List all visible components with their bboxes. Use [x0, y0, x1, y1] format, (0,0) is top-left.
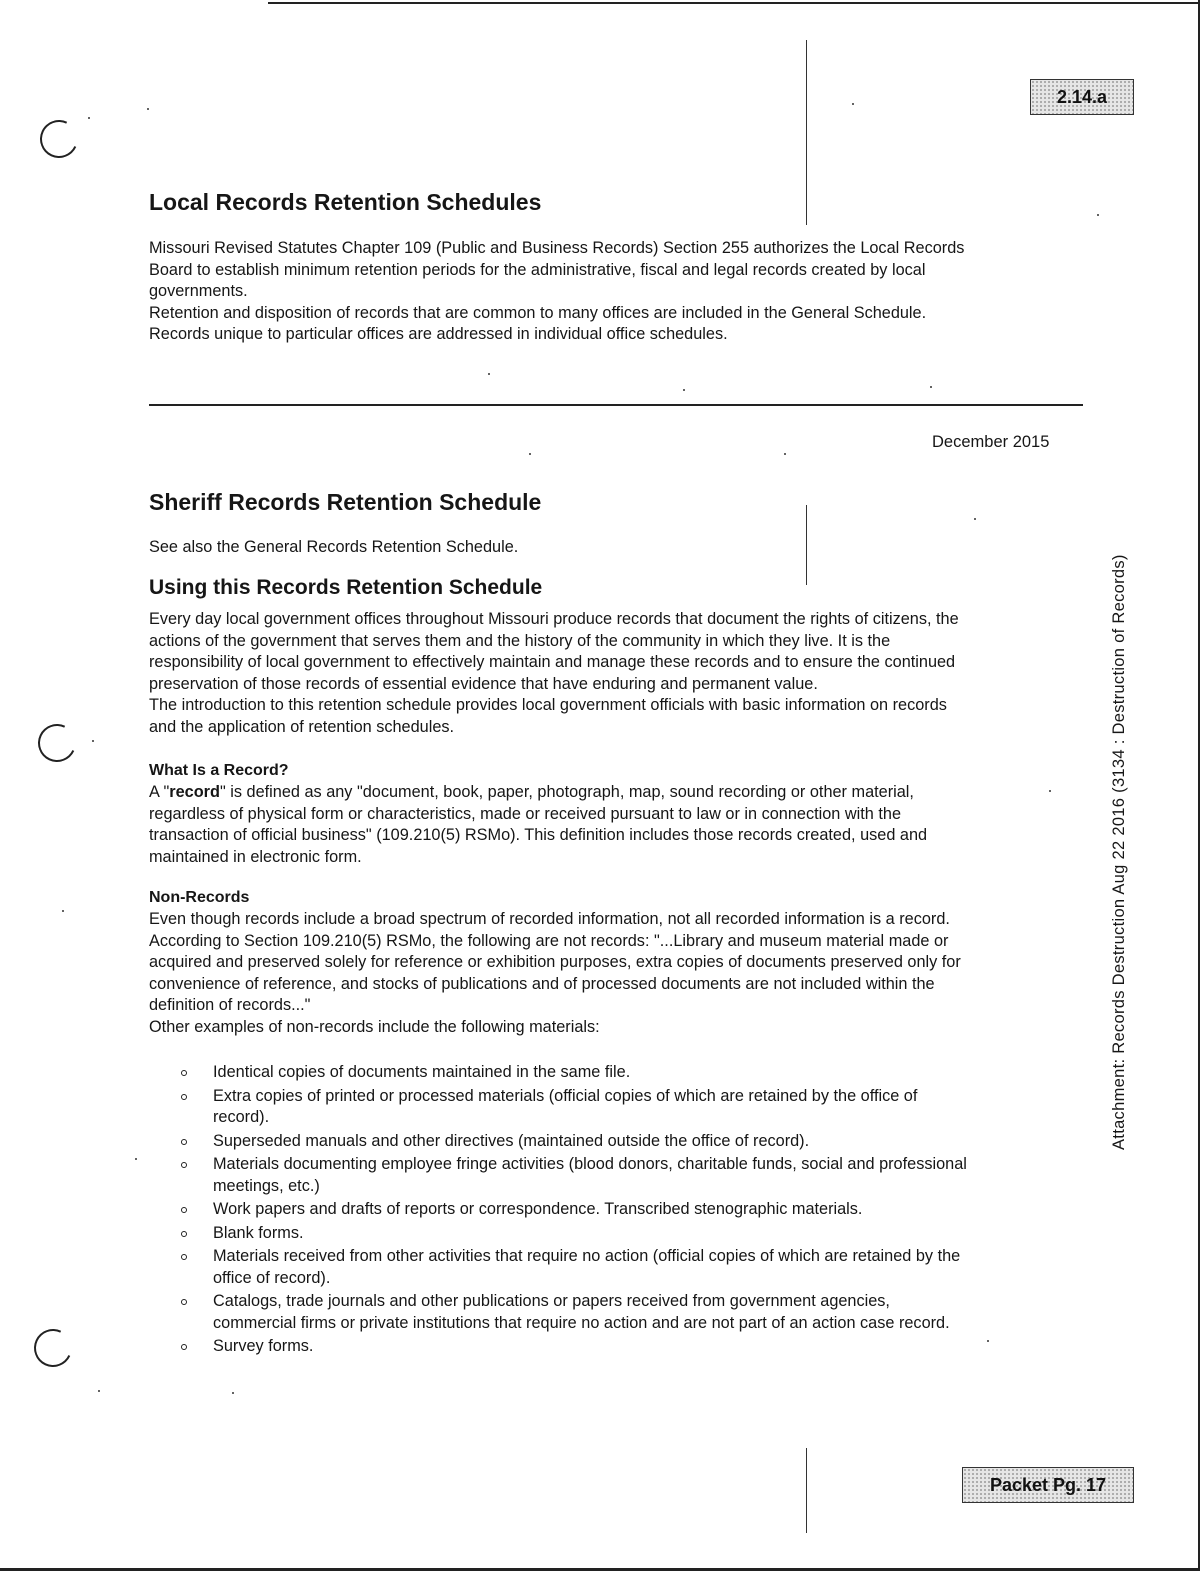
local-records-title: Local Records Retention Schedules [149, 189, 542, 215]
packet-page-stamp [962, 1467, 1134, 1503]
non-records-line: According to Section 109.210(5) RSMo, the following are not records: "...Library and museum material made or [149, 931, 949, 950]
scan-line [806, 1448, 807, 1533]
scan-speck [1097, 214, 1099, 216]
list-item-line: record). [213, 1108, 270, 1126]
list-item-line: Materials received from other activities that require no action (official copies of which are retained by the [213, 1247, 961, 1265]
using-line: The introduction to this retention schedule provides local government officials with basic information on records [149, 696, 947, 714]
scan-line [806, 40, 807, 225]
scan-speck [92, 740, 94, 742]
section-divider [149, 404, 1083, 406]
record-definition-line: transaction of official business" (109.210(5) RSMo). This definition includes those records created, used and [149, 826, 928, 844]
list-item [149, 1336, 1079, 1358]
non-records-line: Other examples of non-records include the following materials: [149, 1017, 600, 1036]
scan-speck [987, 1340, 989, 1342]
non-records-paragraph [149, 909, 1079, 1038]
see-also-note [149, 537, 1079, 559]
bullet-icon [181, 1231, 187, 1237]
list-item-line: Materials documenting employee fringe activities (blood donors, charitable funds, social and professional [213, 1155, 967, 1173]
intro-line: governments. [149, 282, 248, 300]
scan-speck [930, 386, 932, 388]
list-item-line: Extra copies of printed or processed materials (official copies of which are retained by the office of [213, 1086, 918, 1105]
record-definition-line: maintained in electronic form. [149, 847, 362, 866]
list-item-line: commercial firms or private institutions that require no action and are not part of an action case record. [213, 1313, 950, 1332]
scan-speck [88, 117, 90, 119]
intro-paragraph [149, 238, 1079, 346]
record-def-prefix: A " [149, 783, 170, 801]
scan-speck [488, 373, 490, 375]
list-item-line: Blank forms. [213, 1223, 304, 1242]
scan-speck [784, 453, 786, 455]
bullet-icon [181, 1207, 187, 1213]
non-records-line: acquired and preserved solely for reference or exhibition purposes, extra copies of documents preserved only for [149, 953, 961, 971]
non-records-list [149, 1062, 1079, 1360]
using-line: responsibility of local government to effectively maintain and manage these records and to ensure the continued [149, 653, 956, 671]
list-item-line: Superseded manuals and other directives (maintained outside the office of record). [213, 1131, 810, 1150]
list-item-line: meetings, etc.) [213, 1176, 320, 1195]
scan-speck [98, 1390, 100, 1392]
list-item [149, 1062, 1079, 1084]
binder-hole-top [35, 115, 84, 164]
what-is-record-heading: What Is a Record? [149, 762, 289, 779]
scan-speck [62, 910, 64, 912]
non-records-line: convenience of reference, and stocks of publications and of processed documents are not included within the [149, 974, 935, 993]
list-item [149, 1154, 1079, 1197]
intro-line: Missouri Revised Statutes Chapter 109 (Public and Business Records) Section 255 authorizes the Local Records [149, 239, 965, 257]
scan-speck [529, 453, 531, 455]
scan-speck [852, 103, 854, 105]
list-item-line: office of record). [213, 1268, 331, 1287]
record-def-rest: " is defined as any "document, book, paper, photograph, map, sound recording or other material, [219, 783, 914, 801]
list-item-line: Work papers and drafts of reports or correspondence. Transcribed stenographic materials. [213, 1200, 863, 1218]
packet-page-label: Packet Pg. 17 [989, 1475, 1107, 1495]
bullet-icon [181, 1139, 187, 1145]
binder-hole-middle [33, 719, 82, 768]
using-schedule-paragraph [149, 609, 1079, 738]
record-definition-line [149, 782, 1079, 804]
list-item [149, 1131, 1079, 1153]
list-item-line: Survey forms. [213, 1337, 314, 1355]
binder-hole-bottom [29, 1324, 78, 1373]
non-records-line: Even though records include a broad spectrum of recorded information, not all recorded information is a record. [149, 910, 950, 928]
intro-line: Records unique to particular offices are addressed in individual office schedules. [149, 325, 728, 343]
bullet-icon [181, 1344, 187, 1350]
list-item [149, 1199, 1079, 1221]
using-line: preservation of those records of essential evidence that have enduring and permanent value. [149, 674, 818, 693]
scan-speck [135, 1158, 137, 1160]
record-definition-line: regardless of physical form or characteristics, made or received pursuant to law or in connection with the [149, 804, 901, 823]
sheriff-schedule-title: Sheriff Records Retention Schedule [149, 489, 542, 515]
bullet-icon [181, 1299, 187, 1305]
list-item [149, 1086, 1079, 1129]
packet-tag-label: 2.14.a [1056, 87, 1108, 107]
bullet-icon [181, 1254, 187, 1260]
using-line: and the application of retention schedules. [149, 717, 455, 736]
list-item [149, 1246, 1079, 1289]
using-line: actions of the government that serves them and the history of the community in which they live. It is the [149, 631, 891, 650]
scan-speck [1049, 790, 1051, 792]
record-term: record [169, 783, 220, 801]
list-item-line: Catalogs, trade journals and other publications or papers received from government agencies, [213, 1292, 890, 1310]
see-also-line: See also the General Records Retention Schedule. [149, 538, 519, 556]
non-records-heading: Non-Records [149, 889, 250, 906]
what-is-record-paragraph [149, 782, 1079, 868]
attachment-side-label: Attachment: Records Destruction Aug 22 2016 (3134 : Destruction of Records) [1110, 554, 1128, 1150]
schedule-date: December 2015 [932, 433, 1050, 451]
intro-line: Board to establish minimum retention periods for the administrative, fiscal and legal records created by local [149, 260, 926, 279]
bullet-icon [181, 1094, 187, 1100]
scan-speck [147, 108, 149, 110]
list-item [149, 1291, 1079, 1334]
scan-speck [974, 518, 976, 520]
intro-line: Retention and disposition of records that are common to many offices are included in the General Schedule. [149, 303, 927, 322]
scan-speck [232, 1392, 234, 1394]
bullet-icon [181, 1070, 187, 1076]
list-item-line: Identical copies of documents maintained in the same file. [213, 1063, 631, 1081]
top-border [268, 2, 1200, 4]
list-item [149, 1223, 1079, 1245]
bullet-icon [181, 1162, 187, 1168]
packet-tag-stamp [1030, 79, 1134, 115]
scan-speck [683, 389, 685, 391]
using-schedule-heading: Using this Records Retention Schedule [149, 576, 543, 599]
non-records-line: definition of records..." [149, 996, 311, 1014]
using-line: Every day local government offices throughout Missouri produce records that document the rights of citizens, the [149, 610, 959, 628]
